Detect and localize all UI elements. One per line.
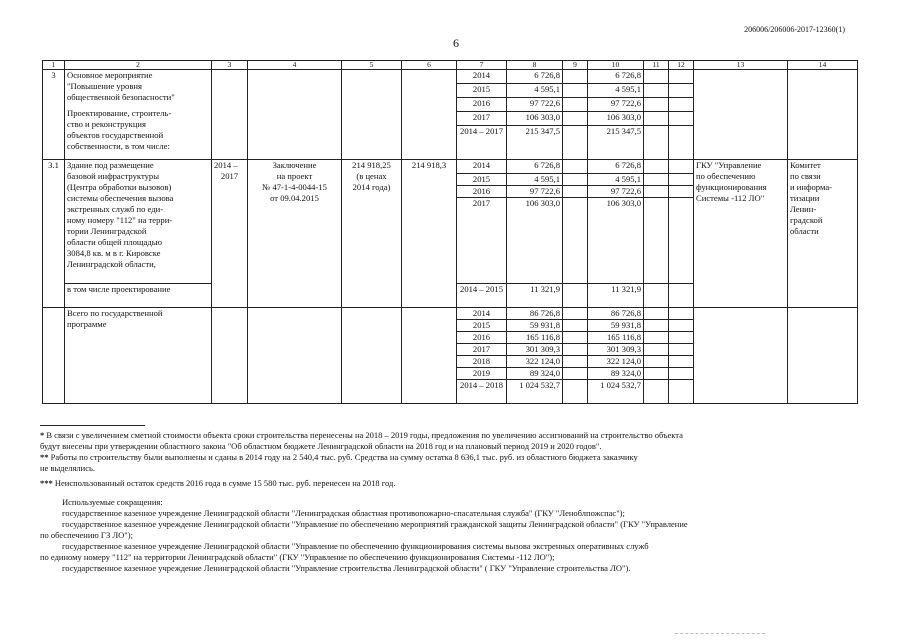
amount-cell: 11 321,9 bbox=[588, 284, 644, 308]
amount-cell: 6 726,8 bbox=[507, 70, 563, 84]
page-number: 6 bbox=[453, 36, 459, 50]
amount-cell: 1 024 532,7 bbox=[588, 380, 644, 404]
year-cell: 2015 bbox=[457, 320, 507, 332]
amount-cell: 4 595,1 bbox=[507, 84, 563, 98]
amount-cell: 215 347,5 bbox=[588, 126, 644, 160]
year-cell: 2016 bbox=[457, 186, 507, 198]
amount-cell: 6 726,8 bbox=[507, 160, 563, 174]
abbreviation-3: государственное казенное учреждение Ленинградской области "Управление по обеспечению функционирования системы вызова экстренных оперативных служб bbox=[62, 541, 649, 551]
estimated-cost: 214 918,25 (в ценах 2014 года) bbox=[342, 160, 402, 308]
col-number: 7 bbox=[457, 61, 507, 70]
table-row bbox=[43, 160, 858, 174]
object-title: Здание под размещение базовой инфраструктуры (Центра обработки вызовов) системы обеспечения вызова экстренных служб по еди- ному номеру "112" на терри- тории Ленинградской области общей площадью 3084,8 кв. м в г. Кировске Ленинградской области, bbox=[65, 160, 212, 284]
year-cell: 2014 – 2017 bbox=[457, 126, 507, 160]
footnote-3: *** Неиспользованный остаток средств 2016 года в сумме 15 580 тыс. руб. перенесен на 2018 год. bbox=[40, 478, 396, 488]
col-number: 2 bbox=[65, 61, 212, 70]
col-number: 12 bbox=[669, 61, 694, 70]
year-cell: 2017 bbox=[457, 344, 507, 356]
row-number: 3.1 bbox=[43, 160, 65, 308]
amount-cell: 97 722,6 bbox=[588, 98, 644, 112]
footnote-1-cont: будут внесены при утверждении областного закона "Об областном бюджете Ленинградской области на 2018 год и на плановый период 2019 и 2020 годов". bbox=[40, 441, 602, 451]
abbreviation-2-cont: по обеспечению ГЗ ЛО"); bbox=[40, 530, 133, 540]
total-title: Всего по государственной программе bbox=[65, 308, 212, 404]
amount-cell: 97 722,6 bbox=[588, 186, 644, 198]
responsible-committee: Комитет по связи и информа- тизации Ленин- градской области bbox=[788, 160, 858, 308]
remaining-cost: 214 918,3 bbox=[402, 160, 457, 308]
footnote-2-cont: не выделялись. bbox=[40, 463, 95, 473]
amount-cell: 106 303,0 bbox=[507, 112, 563, 126]
year-cell: 2014 – 2015 bbox=[457, 284, 507, 308]
abbreviation-2: государственное казенное учреждение Ленинградской области "Управление по обеспечению мероприятий гражданской защиты Ленинградской области" (ГКУ "Управление bbox=[62, 519, 688, 529]
amount-cell: 322 124,0 bbox=[588, 356, 644, 368]
construction-period: 2014 – 2017 bbox=[212, 160, 248, 308]
measure-title: Основное мероприятие "Повышение уровня общественной безопасности" Проектирование, строитель- ство и реконструкция объектов государственной собственности, в том числе: bbox=[65, 70, 212, 160]
scan-artifact bbox=[675, 633, 765, 636]
amount-cell: 97 722,6 bbox=[507, 98, 563, 112]
abbreviation-3-cont: по единому номеру "112" на территории Ленинградской области" (ГКУ "Управление по обеспечению функционирования Системы -112 ЛО"); bbox=[40, 552, 555, 562]
amount-cell: 1 024 532,7 bbox=[507, 380, 563, 404]
design-label: в том числе проектирование bbox=[65, 284, 212, 308]
year-cell: 2014 – 2018 bbox=[457, 380, 507, 404]
amount-cell: 301 309,3 bbox=[588, 344, 644, 356]
year-cell: 2014 bbox=[457, 308, 507, 320]
amount-cell: 4 595,1 bbox=[588, 174, 644, 186]
col-number: 8 bbox=[507, 61, 563, 70]
footnotes bbox=[40, 425, 885, 574]
col-number: 4 bbox=[248, 61, 342, 70]
col-number: 6 bbox=[402, 61, 457, 70]
row-number: 3 bbox=[43, 70, 65, 160]
footnote-rule bbox=[40, 425, 145, 426]
abbreviation-1: государственное казенное учреждение Ленинградской области "Ленинградская областная противопожарно-спасательная служба" (ГКУ "Леноблпожспас"); bbox=[62, 508, 625, 518]
amount-cell: 59 931,8 bbox=[588, 320, 644, 332]
col-number: 13 bbox=[694, 61, 788, 70]
col-number: 5 bbox=[342, 61, 402, 70]
table-row bbox=[43, 70, 858, 84]
amount-cell: 301 309,3 bbox=[507, 344, 563, 356]
year-cell: 2016 bbox=[457, 98, 507, 112]
executor: ГКУ "Управление по обеспечению функционирования Системы -112 ЛО" bbox=[694, 160, 788, 308]
col-number: 10 bbox=[588, 61, 644, 70]
amount-cell: 106 303,0 bbox=[588, 198, 644, 284]
amount-cell: 165 116,8 bbox=[507, 332, 563, 344]
amount-cell: 89 324,0 bbox=[588, 368, 644, 380]
amount-cell: 89 324,0 bbox=[507, 368, 563, 380]
year-cell: 2015 bbox=[457, 84, 507, 98]
abbreviation-4: государственное казенное учреждение Ленинградской области "Управление строительства Ленинградской области" ( ГКУ "Управление строительства ЛО"). bbox=[62, 563, 631, 573]
col-number: 3 bbox=[212, 61, 248, 70]
year-cell: 2014 bbox=[457, 160, 507, 174]
amount-cell: 59 931,8 bbox=[507, 320, 563, 332]
amount-cell: 4 595,1 bbox=[507, 174, 563, 186]
abbreviations-title: Используемые сокращения: bbox=[62, 497, 163, 507]
year-cell: 2016 bbox=[457, 332, 507, 344]
amount-cell: 86 726,8 bbox=[507, 308, 563, 320]
year-cell: 2015 bbox=[457, 174, 507, 186]
column-number-row bbox=[43, 61, 858, 70]
footnote-2: ** Работы по строительству были выполнены и сданы в 2014 году на 2 540,4 тыс. руб. Средства на сумму остатка 8 636,1 тыс. руб. из областного бюджета заказчику bbox=[40, 452, 638, 462]
year-cell: 2017 bbox=[457, 112, 507, 126]
footnote-1: * В связи с увеличением сметной стоимости объекта сроки строительства перенесены на 2018 – 2019 годы, предложения по увеличению ассигнований на строительство объекта bbox=[40, 430, 683, 440]
program-table bbox=[42, 60, 858, 404]
year-cell: 2018 bbox=[457, 356, 507, 368]
year-cell: 2017 bbox=[457, 198, 507, 284]
amount-cell: 165 116,8 bbox=[588, 332, 644, 344]
document-id: 206006/206006-2017-12360(1) bbox=[744, 25, 845, 34]
year-cell: 2019 bbox=[457, 368, 507, 380]
amount-cell: 11 321,9 bbox=[507, 284, 563, 308]
col-number: 1 bbox=[43, 61, 65, 70]
amount-cell: 322 124,0 bbox=[507, 356, 563, 368]
amount-cell: 6 726,8 bbox=[588, 160, 644, 174]
amount-cell: 6 726,8 bbox=[588, 70, 644, 84]
table-row bbox=[43, 308, 858, 320]
expert-conclusion: Заключение на проект № 47-1-4-0044-15 от 09.04.2015 bbox=[248, 160, 342, 308]
amount-cell: 86 726,8 bbox=[588, 308, 644, 320]
amount-cell: 106 303,0 bbox=[588, 112, 644, 126]
col-number: 14 bbox=[788, 61, 858, 70]
amount-cell: 4 595,1 bbox=[588, 84, 644, 98]
col-number: 11 bbox=[644, 61, 669, 70]
amount-cell: 215 347,5 bbox=[507, 126, 563, 160]
amount-cell: 106 303,0 bbox=[507, 198, 563, 284]
amount-cell: 97 722,6 bbox=[507, 186, 563, 198]
col-number: 9 bbox=[563, 61, 588, 70]
year-cell: 2014 bbox=[457, 70, 507, 84]
